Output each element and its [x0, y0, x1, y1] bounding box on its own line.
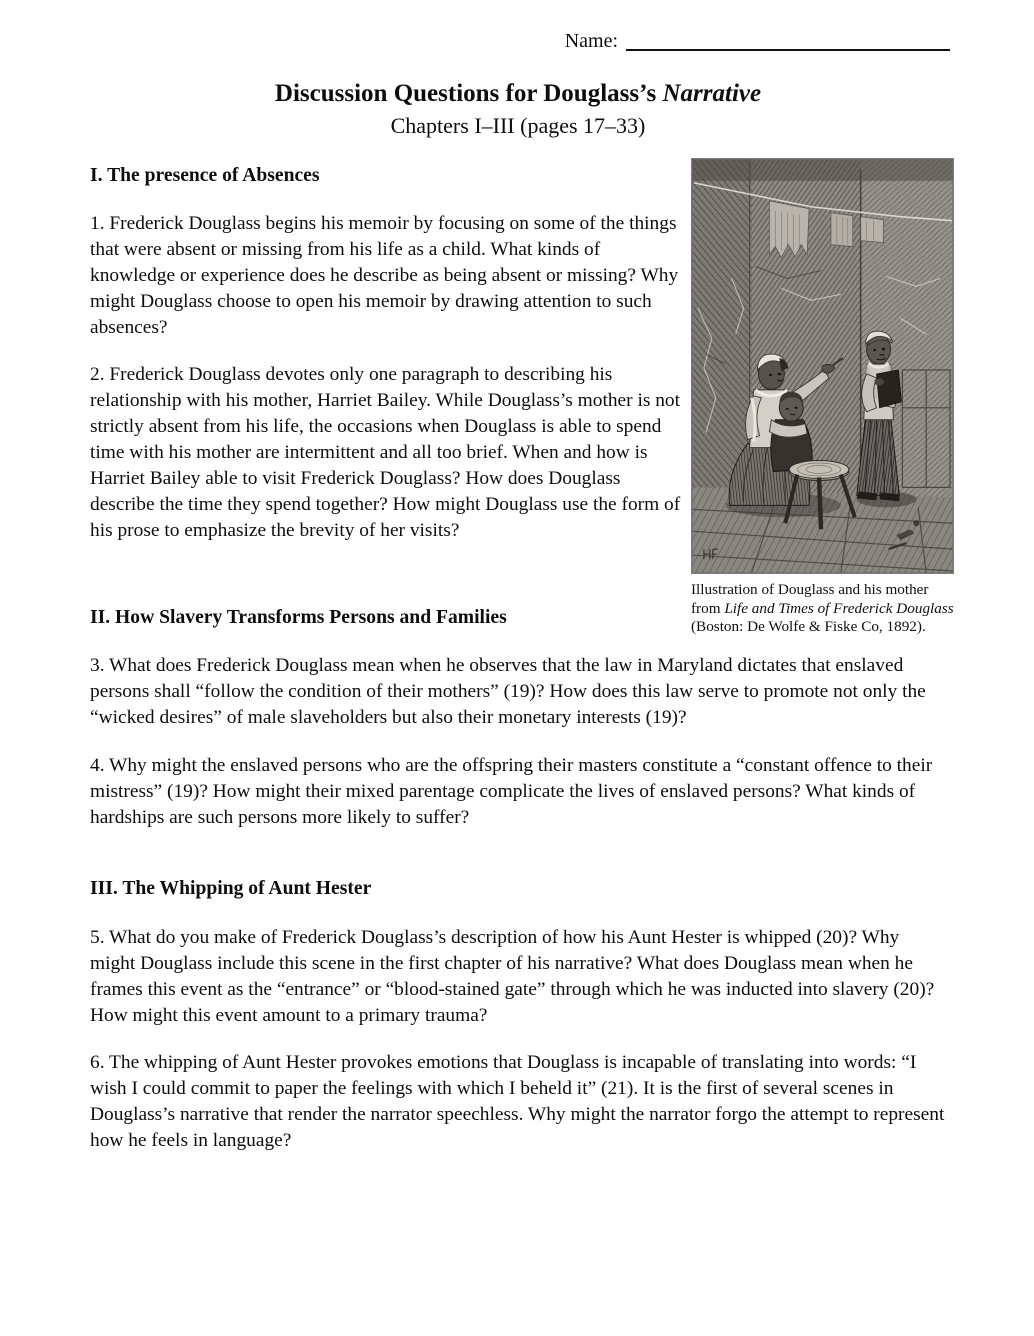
page-title-text: Discussion Questions for Douglass’s: [274, 80, 663, 107]
section-heading-2: II. How Slavery Transforms Persons and Families: [90, 607, 507, 628]
section-heading-1: I. The presence of Absences: [90, 165, 320, 186]
question-5: 5. What do you make of Frederick Douglass’s description of how his Aunt Hester is whipped (20)? Why might Douglass include this scene in the first chapter of his narrative? What does Douglass mean when he frames this event as the “entrance” or “blood-stained gate” through which he was inducted into slavery (20)? How might this event amount to a primary trauma?: [90, 927, 935, 1026]
name-field-line: [90, 30, 950, 52]
page-title-italic-work: Narrative: [662, 80, 762, 107]
figure-caption-line-3: (Boston: De Wolfe & Fiske Co, 1892).: [691, 618, 926, 636]
section-heading-3: III. The Whipping of Aunt Hester: [90, 878, 372, 899]
engraving-image: [691, 158, 954, 574]
name-blank-rule[interactable]: [626, 49, 950, 51]
question-1: 1. Frederick Douglass begins his memoir by focusing on some of the things that were absent or missing from his life as a child. What kinds of knowledge or experience does he describe as being absent or missing? Why might Douglass choose to open his memoir by drawing attention to such absences?: [90, 213, 679, 338]
figure-douglass-mother: [691, 158, 954, 637]
page-subtitle: Chapters I–III (pages 17–33): [390, 113, 646, 138]
question-2: 2. Frederick Douglass devotes only one paragraph to describing his relationship with his mother, Harriet Bailey. While Douglass’s mother is not strictly absent from his life, the occasions when Douglass is able to spend time with his mother are intermittent and all too brief. When and how is Harriet Bailey able to visit Frederick Douglass? How does Douglass describe the time they spend together? How might Douglass use the form of his prose to emphasize the brevity of her visits?: [90, 364, 681, 541]
question-3: 3. What does Frederick Douglass mean when he observes that the law in Maryland dictates that enslaved persons shall “follow the condition of their mothers” (19)? How does this law serve to promote not only the “wicked desires” of male slaveholders but also their monetary interests (19)?: [90, 655, 926, 728]
question-4: 4. Why might the enslaved persons who are the offspring their masters constitute a “constant offence to their mistress” (19)? How might their mixed parentage complicate the lives of enslaved persons? What kinds of hardships are such persons more likely to suffer?: [90, 755, 933, 828]
page-title: [90, 80, 946, 109]
figure-caption-source-title: Life and Times of Frederick Douglass: [724, 599, 954, 617]
figure-caption-from: from: [691, 599, 725, 617]
name-label: Name:: [564, 30, 618, 52]
question-6: 6. The whipping of Aunt Hester provokes emotions that Douglass is incapable of translating into words: “I wish I could commit to paper the feelings with which I beheld it” (21). It is the first of several scenes in Douglass’s narrative that render the narrator speechless. Why might the narrator forgo the attempt to represent how he feels in language?: [90, 1052, 945, 1151]
figure-caption-line-1: Illustration of Douglass and his mother: [691, 581, 929, 598]
